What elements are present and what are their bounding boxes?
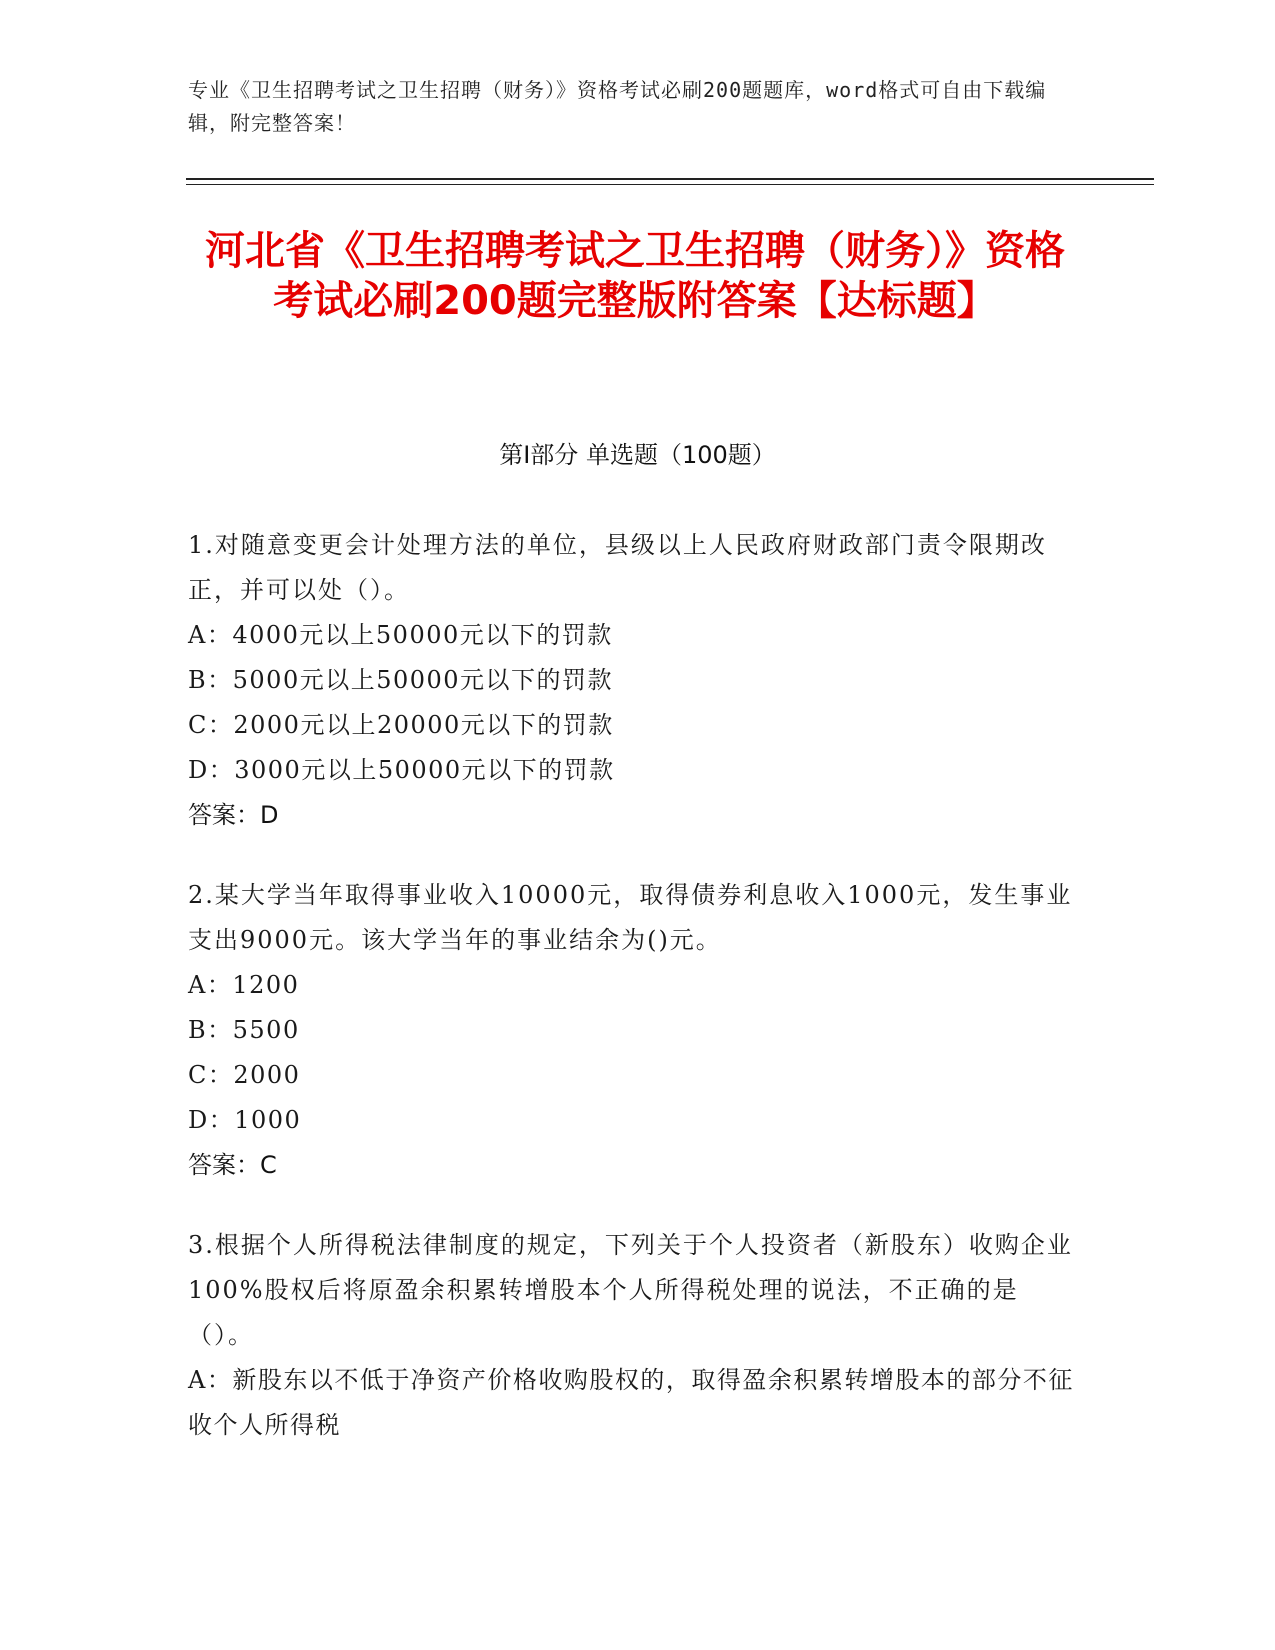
document-title: 河北省《卫生招聘考试之卫生招聘（财务）》资格考试必刷200题完整版附答案【达标题】 [205, 228, 1065, 324]
option-c: C：2000 [188, 1061, 301, 1089]
option-d: D：1000 [188, 1106, 302, 1134]
answer: 答案：D [188, 801, 279, 829]
question-3 [188, 1223, 1078, 1448]
section-heading: 第I部分 单选题（100题） [499, 441, 776, 469]
question-1 [188, 523, 1078, 838]
question-2 [188, 873, 1078, 1188]
question-stem: 2.某大学当年取得事业收入10000元，取得债券利息收入1000元，发生事业支出9000元。该大学当年的事业结余为()元。 [188, 881, 1073, 954]
header-divider-thin [186, 184, 1154, 185]
option-a: A：1200 [188, 971, 300, 999]
question-stem: 3.根据个人所得税法律制度的规定，下列关于个人投资者（新股东）收购企业100%股权后将原盈余积累转增股本个人所得税处理的说法，不正确的是（）。 [188, 1231, 1073, 1349]
option-c: C：2000元以上20000元以下的罚款 [188, 711, 614, 739]
answer: 答案：C [188, 1151, 277, 1179]
header-note: 专业《卫生招聘考试之卫生招聘（财务）》资格考试必刷200题题库，word格式可自由下载编辑，附完整答案！ [188, 78, 1047, 135]
option-b: B：5000元以上50000元以下的罚款 [188, 666, 614, 694]
question-stem: 1.对随意变更会计处理方法的单位，县级以上人民政府财政部门责令限期改正，并可以处（）。 [188, 531, 1047, 604]
option-a: A：4000元以上50000元以下的罚款 [188, 621, 613, 649]
option-d: D：3000元以上50000元以下的罚款 [188, 756, 615, 784]
header-divider [186, 178, 1154, 180]
question-list [188, 523, 1078, 1483]
option-a: A：新股东以不低于净资产价格收购股权的，取得盈余积累转增股本的部分不征收个人所得税 [188, 1366, 1074, 1439]
option-b: B：5500 [188, 1016, 300, 1044]
